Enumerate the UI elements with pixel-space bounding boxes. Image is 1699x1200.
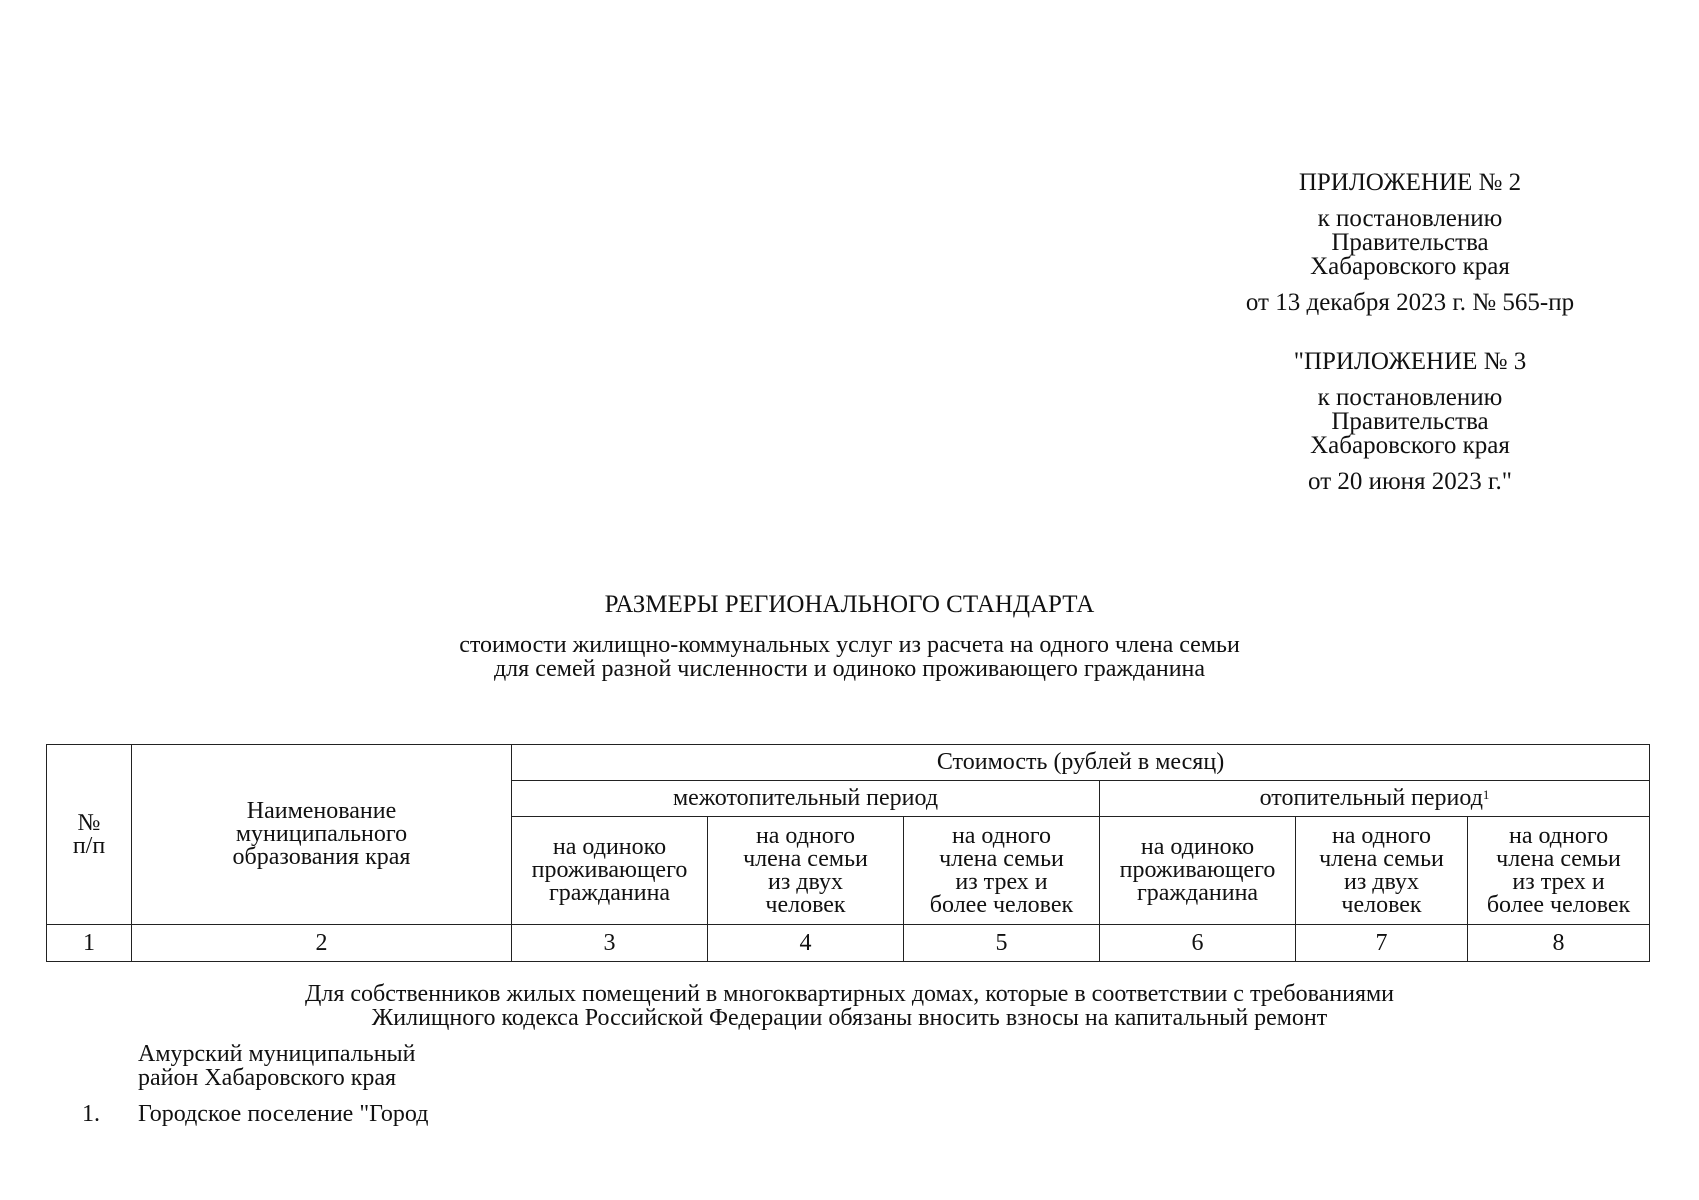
appendix-3-block <box>1215 350 1605 494</box>
header-text-line: проживающего <box>531 857 688 883</box>
header-text-line: из трех и <box>955 868 1048 895</box>
heating-period-label: отопительный период <box>1259 785 1483 811</box>
appendix-3-line: Правительства <box>1331 408 1489 435</box>
appendix-3-line: к постановлению <box>1317 384 1503 411</box>
header-text-line: проживающего <box>1119 857 1276 883</box>
appendix-2-title: ПРИЛОЖЕНИЕ № 2 <box>1298 169 1522 196</box>
header-text-line: члена семьи <box>743 845 868 872</box>
column-number-cell: 1 <box>47 925 132 962</box>
header-text-line: на одиноко <box>1140 834 1255 860</box>
appendix-2-line: Правительства <box>1331 229 1489 256</box>
header-cell-number <box>47 745 132 925</box>
header-cell-three <box>904 817 1100 925</box>
list-item-number: 1. <box>82 1101 100 1127</box>
header-cell-two <box>1296 817 1468 925</box>
header-cell-three <box>1468 817 1650 925</box>
header-text-line: п/п <box>72 832 106 859</box>
section-note-line: Для собственников жилых помещений в многоквартирных домах, которые в соответствии с требованиями <box>304 981 1395 1007</box>
appendix-2-line: Хабаровского края <box>1310 253 1510 280</box>
header-text-line: на одного <box>755 822 856 849</box>
header-text-line: более человек <box>929 891 1074 918</box>
header-text-line: гражданина <box>548 880 671 906</box>
district-line: район Хабаровского края <box>138 1065 397 1091</box>
header-text-line: из трех и <box>1512 868 1605 895</box>
header-text-line: на одиноко <box>552 834 667 860</box>
header-cell-heating-period <box>1100 781 1650 817</box>
section-note-line: Жилищного кодекса Российской Федерации обязаны вносить взносы на капитальный ремонт <box>371 1005 1328 1031</box>
header-cell-two <box>708 817 904 925</box>
document-subtitle <box>0 633 1699 681</box>
district-line: Амурский муниципальный <box>138 1041 416 1067</box>
header-cell-cost: Стоимость (рублей в месяц) <box>512 745 1650 781</box>
column-number-cell: 5 <box>904 925 1100 962</box>
column-number-cell: 7 <box>1296 925 1468 962</box>
header-text-line: на одного <box>1331 822 1432 849</box>
header-text-line: более человек <box>1486 891 1631 918</box>
column-number-cell: 8 <box>1468 925 1650 962</box>
header-text-line: члена семьи <box>939 845 1064 872</box>
header-text-line: образования края <box>232 844 411 870</box>
header-cell-name <box>132 745 512 925</box>
header-text-line: муниципального <box>235 821 408 847</box>
standard-table <box>46 744 1650 962</box>
list-item-name: Городское поселение "Город <box>138 1101 429 1127</box>
appendix-2-line: к постановлению <box>1317 205 1503 232</box>
header-text-line: члена семьи <box>1319 845 1444 872</box>
section-note <box>0 982 1699 1030</box>
document-title: РАЗМЕРЫ РЕГИОНАЛЬНОГО СТАНДАРТА <box>604 591 1095 618</box>
column-number-cell: 2 <box>132 925 512 962</box>
header-cell-single <box>512 817 708 925</box>
header-text-line: на одного <box>951 822 1052 849</box>
header-text-line: на одного <box>1508 822 1609 849</box>
column-number-cell: 6 <box>1100 925 1296 962</box>
district-heading <box>138 1042 416 1090</box>
appendix-3-line: Хабаровского края <box>1310 432 1510 459</box>
header-text-line: человек <box>1341 891 1422 918</box>
header-text-line: Наименование <box>246 798 397 824</box>
header-text-line: гражданина <box>1136 880 1259 906</box>
header-text-line: члена семьи <box>1496 845 1621 872</box>
header-text-line: человек <box>765 891 846 918</box>
appendix-3-date: от 20 июня 2023 г." <box>1308 468 1512 495</box>
header-text-line: из двух <box>767 868 844 895</box>
header-cell-inter-period: межотопительный период <box>512 781 1100 817</box>
appendix-2-block <box>1215 171 1605 315</box>
subtitle-line: стоимости жилищно-коммунальных услуг из расчета на одного члена семьи <box>459 632 1240 658</box>
appendix-3-title: "ПРИЛОЖЕНИЕ № 3 <box>1293 348 1527 375</box>
header-cell-single <box>1100 817 1296 925</box>
column-number-cell: 4 <box>708 925 904 962</box>
footnote-marker: 1 <box>1482 787 1490 802</box>
column-number-cell: 3 <box>512 925 708 962</box>
header-text-line: № <box>77 809 101 836</box>
subtitle-line: для семей разной численности и одиноко проживающего гражданина <box>493 656 1206 682</box>
header-text-line: из двух <box>1343 868 1420 895</box>
appendix-2-date: от 13 декабря 2023 г. № 565-пр <box>1245 289 1575 316</box>
